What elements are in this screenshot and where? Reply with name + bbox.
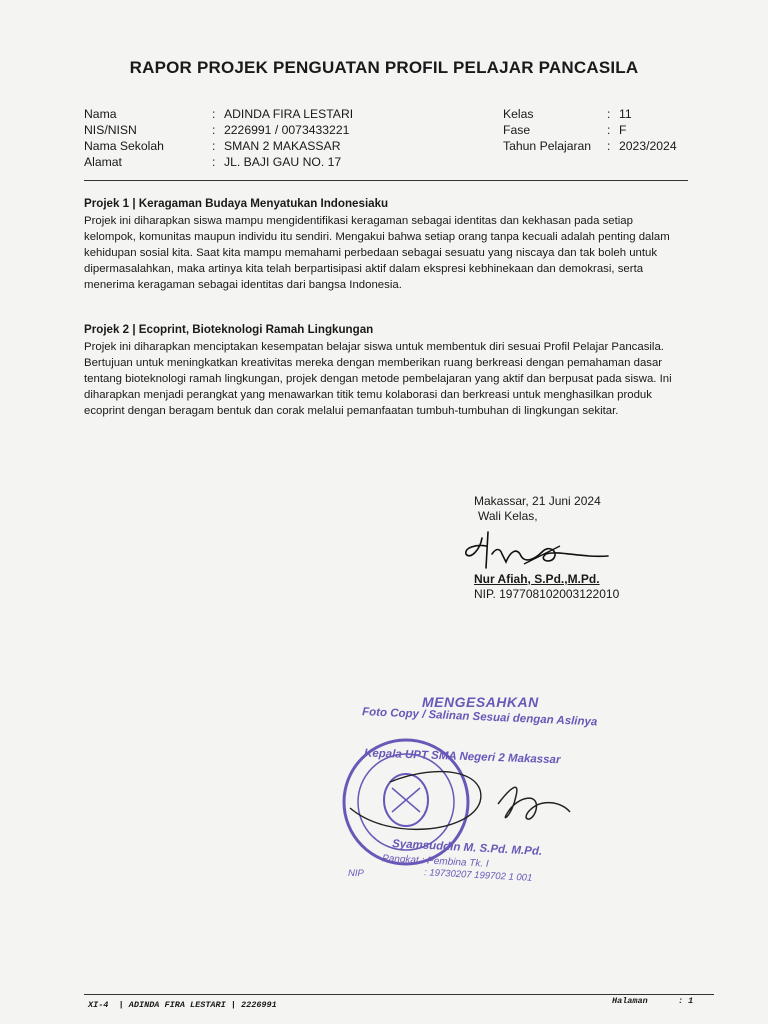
info-row-alamat <box>84 154 353 170</box>
info-separator: : <box>607 139 611 153</box>
info-label: Alamat <box>84 155 122 169</box>
info-value: ADINDA FIRA LESTARI <box>224 107 354 121</box>
stamp-line-2: Kepala UPT SMA Negeri 2 Makassar <box>363 747 561 767</box>
info-separator: : <box>212 139 216 153</box>
footer-page-number: 1 <box>688 996 694 1006</box>
project-2-section <box>84 322 684 419</box>
info-label: NIS/NISN <box>84 123 137 137</box>
info-label: Fase <box>503 123 531 137</box>
info-separator: : <box>607 123 611 137</box>
project-1-heading: Projek 1 | Keragaman Budaya Menyatukan Indonesiaku <box>84 197 389 210</box>
info-value: 2023/2024 <box>619 139 677 153</box>
info-row-nis <box>84 122 353 138</box>
info-value: 11 <box>619 107 632 121</box>
footer-student-info: XI-4 | ADINDA FIRA LESTARI | 2226991 <box>88 1000 277 1010</box>
info-label: Kelas <box>503 107 534 121</box>
project-2-description: Projek ini diharapkan menciptakan kesempatan belajar siswa untuk membentuk diri sesuai Profil Pelajar Pancasila. Bertujuan untuk meningkatkan kreativitas mereka dengan memberikan ruang berkreasi dengan pemahaman dasar tentang bioteknologi ramah lingkungan, projek dengan metode pembelajaran yang aktif dan berpusat pada siswa. Ini diharapkan menjadi perangkat yang menawarkan titik temu kolaborasi dan berkreasi untuk menghasilkan produk ecoprint dengan beragam bentuk dan corak melalui pemanfaatan tumbuh-tumbuhan di lingkungan sekitar. <box>84 341 672 417</box>
info-row-fase <box>503 122 677 138</box>
stamp-signer-name: Syamsuddin M. S.Pd. M.Pd. <box>391 838 543 858</box>
info-separator: : <box>607 107 611 121</box>
footer-page-info <box>612 996 693 1006</box>
project-2-heading: Projek 2 | Ecoprint, Bioteknologi Ramah Lingkungan <box>84 323 374 336</box>
info-label: Tahun Pelajaran <box>503 139 592 153</box>
footer-page-separator: : <box>677 996 684 1006</box>
info-separator: : <box>212 107 216 121</box>
project-1-section <box>84 196 684 293</box>
info-separator: : <box>212 123 216 137</box>
student-info-right <box>503 106 677 154</box>
stamp-heading: MENGESAHKAN <box>422 694 539 710</box>
stamp-line-1: Foto Copy / Salinan Sesuai dengan Aslinya <box>361 706 598 729</box>
signature-nip: NIP. 197708102003122010 <box>474 587 620 601</box>
stamp-nip: : 19730207 199702 1 001 <box>423 867 533 884</box>
info-row-tahun <box>503 138 677 154</box>
info-value: F <box>619 123 627 137</box>
info-label: Nama Sekolah <box>84 139 164 153</box>
footer-divider <box>84 994 714 995</box>
info-value: JL. BAJI GAU NO. 17 <box>224 155 342 169</box>
page-title: RAPOR PROJEK PENGUATAN PROFIL PELAJAR PANCASILA <box>129 58 639 77</box>
header-divider <box>84 180 688 181</box>
signature-name: Nur Afiah, S.Pd.,M.Pd. <box>474 572 600 586</box>
info-value: SMAN 2 MAKASSAR <box>224 139 341 153</box>
info-separator: : <box>212 155 216 169</box>
stamp-rank: Pangkat : Pembina Tk. I <box>381 853 489 870</box>
signature-place-date: Makassar, 21 Juni 2024 <box>474 494 601 508</box>
approval-stamp <box>330 692 630 892</box>
project-1-description: Projek ini diharapkan siswa mampu mengidentifikasi keragaman sebagai identitas dan kekhasan pada setiap kelompok, komunitas maupun individu itu sendiri. Mengakui bahwa setiap orang tanpa kecuali adalah penting dalam kehidupan sosial kita. Saat kita mampu memahami perbedaan sebagai sesuatu yang niscaya dan tak boleh untuk dipermasalahkan, maka artinya kita telah berpartisipasi aktif dalam ekspresi kebhinekaan dan demokrasi, serta menerima keragaman sebagai identitas dari bangsa Indonesia. <box>84 215 670 291</box>
info-label: Nama <box>84 107 117 121</box>
info-value: 2226991 / 0073433221 <box>224 123 350 137</box>
footer-page-label: Halaman <box>612 996 648 1006</box>
info-row-kelas <box>503 106 677 122</box>
info-row-sekolah <box>84 138 353 154</box>
handwritten-signature <box>462 524 612 574</box>
info-row-nama <box>84 106 353 122</box>
stamp-nip-label: NIP <box>348 868 364 879</box>
signature-role: Wali Kelas, <box>478 509 538 523</box>
student-info-left <box>84 106 353 170</box>
